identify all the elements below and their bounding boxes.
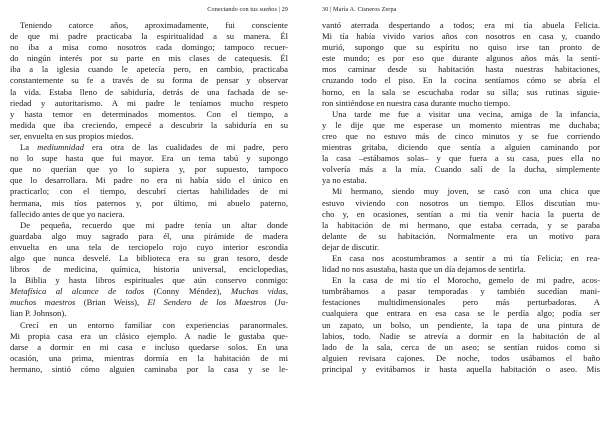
text-line: cruzando todo el piso. En la cocina sentíamos cómo se abría el xyxy=(322,75,600,86)
text-line: En casa nos acostumbramos a sentir a mi tía Felicia; en rea- xyxy=(332,252,600,263)
text-line: algo que nunca desvelé. La biblioteca era su gran tesoro, desde xyxy=(10,252,288,263)
text-line: Mi propia casa era un clásico ejemplo. A nadie le gustaba que- xyxy=(10,330,288,341)
text-line: ocasión, una prima, mientras dormía en la habitación de mi xyxy=(10,352,288,363)
text-line: Mi hermano, siendo muy joven, se casó con una chica que xyxy=(332,186,600,197)
text-line: La mediumnidad era otra de las cualidades de mi padre, pero xyxy=(20,142,288,153)
text-line: practicarlo; con el tiempo, descubrí ciertas habilidades de mi xyxy=(10,186,288,197)
text-line: muchos maestros (Brian Weiss), El Sendero de los Maestros (Ju- xyxy=(10,297,288,308)
text-line: la habitación de mi hermano, que estaba cerrada, y se paraba xyxy=(322,219,600,230)
left-page xyxy=(10,0,288,425)
text-line: no iba a misa como nosotros cada domingo; tampoco recuer- xyxy=(10,42,288,53)
text-line: Una tarde me fue a visitar una vecina, amiga de la infancia, xyxy=(332,108,600,119)
text-line: guardaba algo muy sagrado para él, una pirámide de madera xyxy=(10,230,288,241)
text-line: horno, en la sala se escuchaba rodar su silla; sus rutinas siguie- xyxy=(322,86,600,97)
text-line: creo que no estuvo más de cinco minutos y se fue corriendo xyxy=(322,130,600,141)
text-line: fallecido antes de que yo naciera. xyxy=(10,208,125,219)
text-line: principal y evitábamos ir hasta aquella habitación o aseo. Mis xyxy=(322,363,600,374)
text-line: mos caminar desde su habitación hasta nuestras habitaciones, xyxy=(322,64,600,75)
text-line: la vida. Estaba lleno de sabiduría, detrás de una fachada de se- xyxy=(10,86,288,97)
text-line: hermano, sintió cómo alguien caminaba por la casa y se le- xyxy=(10,363,288,374)
text-line: Metafísica al alcance de todos (Conny Méndez), Muchas vidas, xyxy=(10,286,288,297)
text-line: lian P. Johnson). xyxy=(10,308,67,319)
text-line: que lo desarrollara. Mi padre no era ni había sido el único en xyxy=(10,175,288,186)
text-line: la casa –estábamos solas– y que fuera a su casa, pues ella no xyxy=(322,153,600,164)
text-line: de que mi padre practicaba la espiritualidad a su manera. Él xyxy=(10,31,288,42)
text-line: y le dije que me esperase un momento mientras me duchaba; xyxy=(322,119,600,130)
text-line: festaciones multidimensionales pero más perturbadoras. A xyxy=(322,297,600,308)
text-line: iba a la iglesia cuando le apetecía pero, en cambio, practicaba xyxy=(10,64,288,75)
text-line: mientras gritaba, diciendo que sentía a alguien caminando por xyxy=(322,142,600,153)
text-line: dejar de discutir. xyxy=(322,241,380,252)
text-line: murió, supongo que su espíritu no quiso irse tan pronto de xyxy=(322,42,600,53)
text-line: medida que iba creciendo, empecé a descubrir la sabiduría en su xyxy=(10,119,288,130)
text-line: ron sintiéndose en nuestra casa durante mucho tiempo. xyxy=(322,97,511,108)
text-line: cho y, en ocasiones, sentían a mi tía venir hacia la puerta de xyxy=(322,208,600,219)
text-line: alguien revisara cajones. De noche, todos usábamos el baño xyxy=(322,352,600,363)
text-line: que no querían que yo lo supiera y, por supuesto, tampoco xyxy=(10,164,288,175)
text-line: no lo supe hasta que fui mayor. Era un tema tabú y supongo xyxy=(10,153,288,164)
text-line: riedad y autoritarismo. A mi padre le teníamos mucho respeto xyxy=(10,97,288,108)
text-line: volvería más a la mía. Cuando salí de la ducha, simplemente xyxy=(322,164,600,175)
text-line: este mundo; es por eso que durante algunos años más la sentí- xyxy=(322,53,600,64)
text-line: De pequeña, recuerdo que mi padre tenía un altar donde xyxy=(20,219,288,230)
right-body-text xyxy=(322,20,600,375)
text-line: y hasta temor en determinados momentos. Con el tiempo, a xyxy=(10,108,288,119)
text-line: tumbrábamos a pasar temporadas y también sucedían mani- xyxy=(322,286,600,297)
right-page xyxy=(322,0,600,425)
text-line: ser, envuelta en sus propios miedos. xyxy=(10,130,134,141)
text-line: un zapato, un bolso, un pendiente, la tapa de una pintura de xyxy=(322,319,600,330)
running-head-right: 30 | María A. Cisneros Zerpa xyxy=(322,6,397,13)
text-line: envuelta en una tela de terciopelo rojo cuyo interior escondía xyxy=(10,241,288,252)
text-line: libros de medicina, química, historia universal, enciclopedias, xyxy=(10,264,288,275)
text-line: darse a dormir en mi casa e incluso quedarse solos. En una xyxy=(10,341,288,352)
text-line: ya no estaba. xyxy=(322,175,367,186)
text-line: lidad no nos asustaba, hasta que un día dejamos de sentirla. xyxy=(322,264,526,275)
running-head-left: Conectando con tus sueños | 29 xyxy=(207,6,288,13)
text-line: cualquiera que entrara en esa casa se le perdía algo; podía ser xyxy=(322,308,600,319)
text-line: Mi tía había vivido varios años con nosotros en casa y, cuando xyxy=(322,31,600,42)
text-line: delante de su habitación. Normalmente era un motivo para xyxy=(322,230,600,241)
text-line: estuvo viviendo con nosotros un tiempo. Ellos discutían mu- xyxy=(322,197,600,208)
text-line: constantemente su fe a través de su forma de pensar y observar xyxy=(10,75,288,86)
text-line: En la casa de mi tío el Moroch​o, gemelo de mi padre, acos- xyxy=(332,275,600,286)
text-line: Crecí en un entorno familiar con experiencias paranormales. xyxy=(20,319,288,330)
left-body-text xyxy=(10,20,288,375)
text-line: vantó aterrada despertando a todos; era mi tía abuela Felicia. xyxy=(322,20,600,30)
text-line: hermana, mis tíos paternos y, por último, mi abuelo paterno, xyxy=(10,197,288,208)
text-line: Teniendo catorce años, aproximadamente, fui consciente xyxy=(20,20,288,30)
text-line: do ningún interés por su parte en mis clases de catequesis. Él xyxy=(10,53,288,64)
text-line: la Biblia y hasta libros espirituales que aún conservo conmigo: xyxy=(10,275,288,286)
text-line: lado de la sala, cerca de un aseo; se sentían ruidos como si xyxy=(322,341,600,352)
text-line: labios, todo. Nadie se atrevía a dormir en la habitación de al xyxy=(322,330,600,341)
